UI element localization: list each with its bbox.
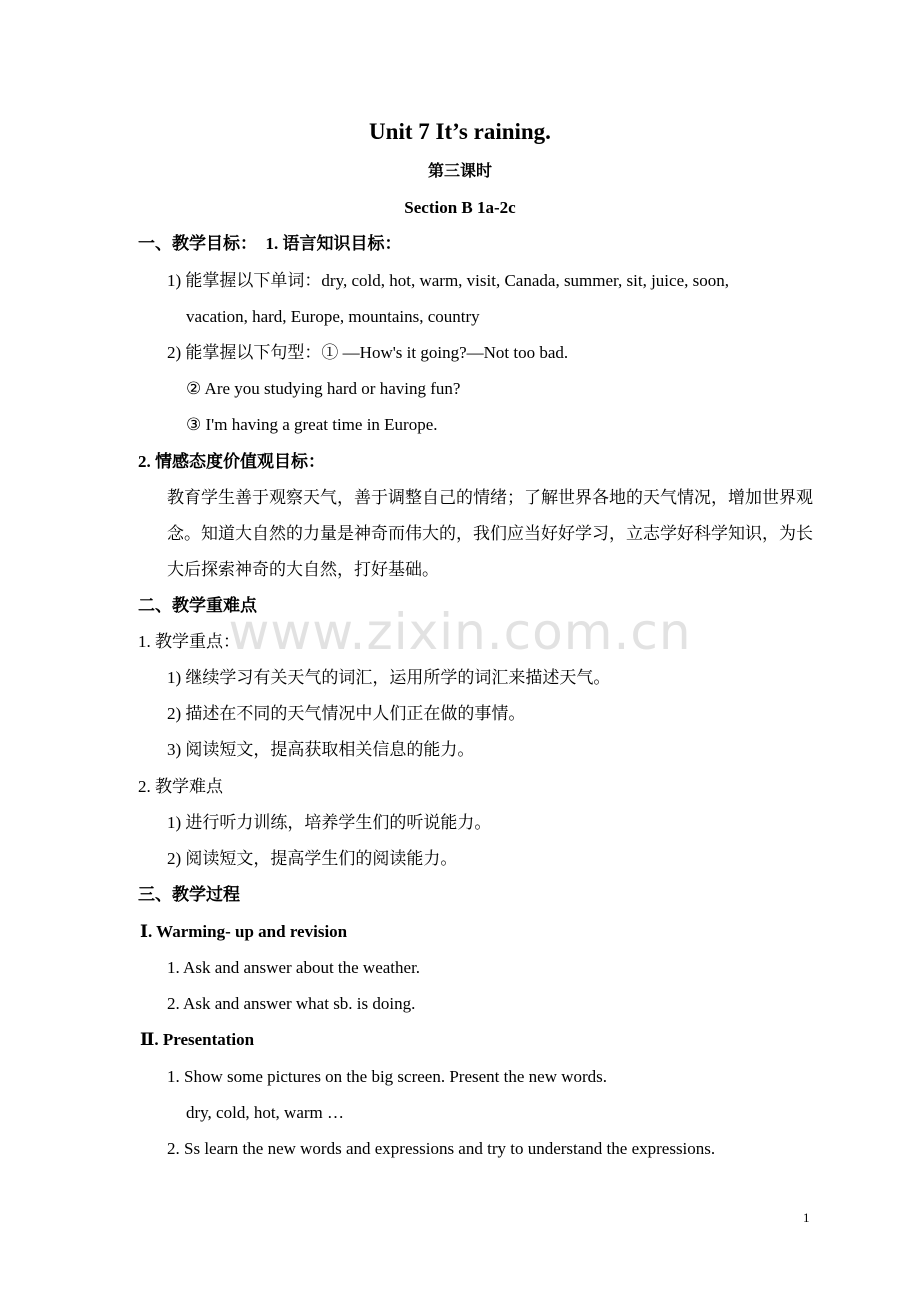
focus-heading: 1. 教学重点：	[138, 632, 240, 651]
words-list-1: dry, cold, hot, warm, visit, Canada, summer, sit, juice, soon,	[321, 271, 729, 290]
step2-heading: Ⅱ. Presentation	[140, 1030, 255, 1049]
sentences-label: 2) 能掌握以下句型：	[167, 343, 322, 362]
focus-item: 3) 阅读短文，提高获取相关信息的能力。	[167, 740, 475, 759]
step2-item: dry, cold, hot, warm …	[186, 1103, 345, 1122]
objectives-heading	[138, 233, 402, 255]
process-heading: 三、教学过程	[138, 885, 240, 904]
difficulty-heading: 2. 教学难点	[138, 777, 223, 796]
step2-item: 2. Ss learn the new words and expressions and try to understand the expressions.	[167, 1139, 716, 1158]
sentence-2: ② Are you studying hard or having fun?	[186, 379, 461, 398]
focus-item: 2) 描述在不同的天气情况中人们正在做的事情。	[167, 704, 526, 723]
watermark: www.zixin.com.cn	[228, 603, 692, 661]
page-number: 1	[803, 1210, 810, 1225]
sentences-line	[167, 342, 568, 364]
section-label: Section B 1a-2c	[404, 198, 516, 217]
step2-item: 1. Show some pictures on the big screen. Present the new words.	[167, 1067, 608, 1086]
words-list-2: vacation, hard, Europe, mountains, country	[186, 307, 480, 326]
focus-item: 1) 继续学习有关天气的词汇，运用所学的词汇来描述天气。	[167, 668, 611, 687]
difficulty-item: 2) 阅读短文，提高学生们的阅读能力。	[167, 849, 458, 868]
objectives-heading-text: 一、教学目标：	[138, 234, 257, 253]
words-line	[167, 270, 729, 292]
emotion-goals-heading: 2. 情感态度价值观目标：	[138, 452, 325, 471]
words-label: 1) 能掌握以下单词：	[167, 271, 322, 290]
sentence-1: ① —How's it going?—Not too bad.	[321, 343, 569, 362]
sentence-3: ③ I'm having a great time in Europe.	[186, 415, 438, 434]
step1-heading: Ⅰ. Warming- up and revision	[140, 922, 348, 941]
emotion-goals-text: 教育学生善于观察天气，善于调整自己的情绪；了解世界各地的天气情况，增加世界观念。知道大自然的力量是神奇而伟大的，我们应当好好学习，立志学好科学知识，为长大后探索神奇的大自然，打好基础。	[167, 488, 813, 579]
language-goals-heading: 1. 语言知识目标：	[265, 234, 402, 253]
step1-item: 1. Ask and answer about the weather.	[167, 958, 421, 977]
step1-item: 2. Ask and answer what sb. is doing.	[167, 994, 416, 1013]
difficulty-item: 1) 进行听力训练，培养学生们的听说能力。	[167, 813, 492, 832]
document-title: Unit 7 It’s raining.	[369, 119, 551, 144]
lesson-label: 第三课时	[427, 163, 492, 180]
keypoints-heading: 二、教学重难点	[138, 596, 257, 615]
